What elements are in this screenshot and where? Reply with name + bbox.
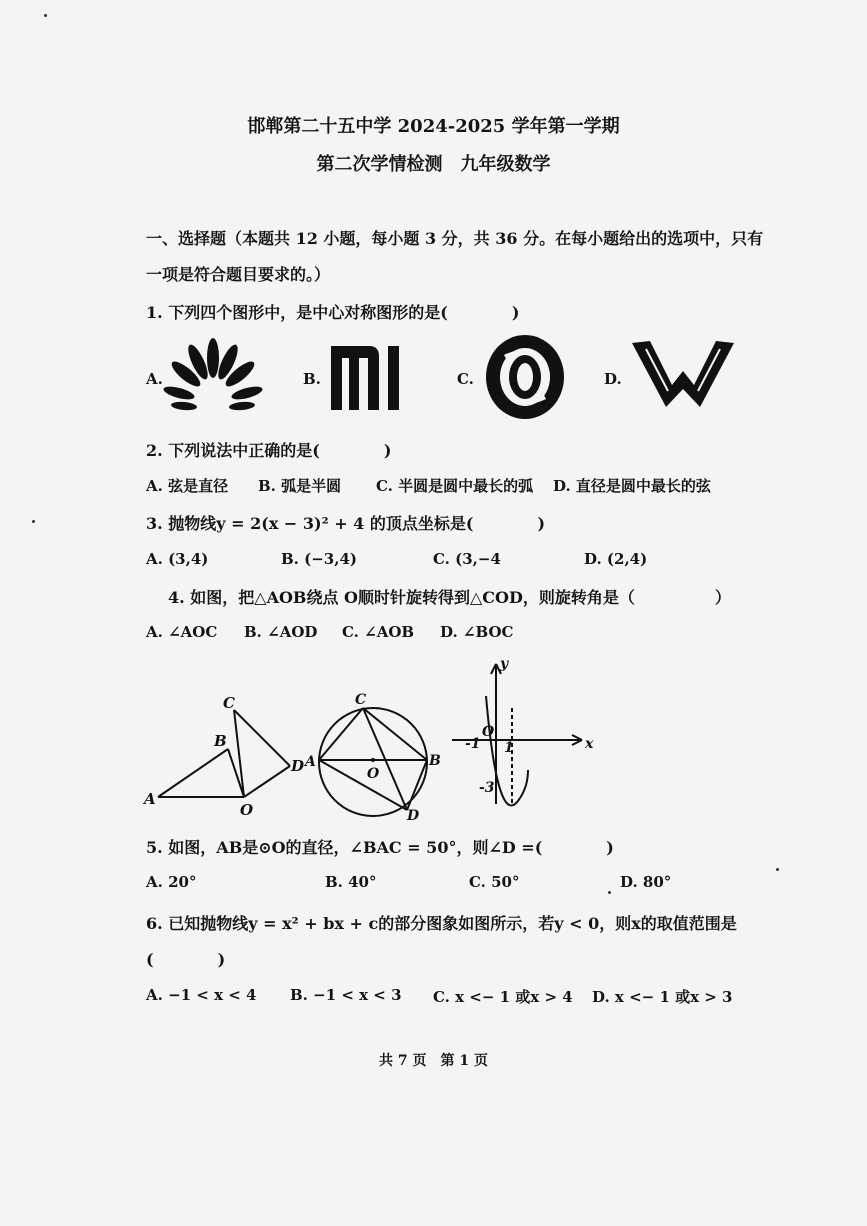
q4-label-a: A (144, 790, 156, 808)
q2-option-a: A. 弦是直径 (146, 477, 229, 495)
q4-option-a: A. ∠AOC (146, 623, 218, 641)
q6-option-d: D. x <− 1 或x > 3 (592, 988, 733, 1006)
exam-title-school: 邯郸第二十五中学 2024-2025 学年第一学期 (247, 116, 620, 137)
q5-option-b: B. 40° (325, 873, 377, 891)
q1-figure-d-w-logo (632, 341, 734, 409)
q3-option-d: D. (2,4) (584, 550, 648, 568)
q5-label-o: O (367, 766, 380, 782)
q4-label-o: O (240, 801, 254, 819)
q3-option-b: B. (−3,4) (281, 550, 357, 568)
q5-stem: 5. 如图，AB是⊙O的直径，∠BAC = 50°，则∠D =( ) (146, 838, 614, 857)
q1-label-d: D. (604, 370, 622, 388)
q5-label-a: A (305, 754, 316, 770)
q6-option-c: C. x <− 1 或x > 4 (433, 988, 573, 1006)
q5-chord-cb (363, 708, 427, 760)
q5-option-c: C. 50° (469, 873, 520, 891)
q5-circle-figure (305, 688, 445, 823)
q4-segment-cd (234, 710, 290, 766)
q6-stem: 6. 已知抛物线y = x² + bx + c的部分图象如图所示，若y < 0，则x的取值范围是 (146, 914, 737, 933)
q6-label-origin: O (482, 724, 495, 740)
q4-option-c: C. ∠AOB (342, 623, 415, 641)
q4-segment-od (244, 766, 290, 797)
scan-speck (776, 868, 779, 871)
q6-option-b: B. −1 < x < 3 (290, 986, 402, 1004)
q6-label-x: x (585, 736, 594, 752)
q4-label-d: D (291, 757, 305, 775)
q5-label-d: D (407, 808, 420, 824)
q6-label-y: y (500, 656, 509, 672)
q6-label-neg3: -3 (479, 780, 495, 796)
q2-option-d: D. 直径是圆中最长的弦 (553, 477, 711, 495)
q1-label-a: A. (146, 370, 163, 388)
page-footer: 共 7 页 第 1 页 (379, 1053, 488, 1069)
scan-speck (32, 520, 35, 523)
section-heading-cont: 一项是符合题目要求的。） (146, 265, 331, 284)
q5-chord-ad (319, 760, 407, 810)
q4-option-d: D. ∠BOC (440, 623, 514, 641)
q4-option-b: B. ∠AOD (244, 623, 318, 641)
exam-title-subject: 第二次学情检测 九年级数学 (316, 154, 551, 175)
q6-label-one: 1 (504, 740, 514, 756)
q5-label-b: B (429, 753, 441, 769)
q6-option-a: A. −1 < x < 4 (146, 986, 257, 1004)
q4-stem: 4. 如图，把△AOB绕点 O顺时针旋转得到△COD，则旋转角是（ ） (168, 588, 731, 607)
q4-label-b: B (214, 732, 227, 750)
q5-option-d: D. 80° (620, 873, 672, 891)
q4-rotation-figure (140, 690, 310, 820)
q6-label-neg1: -1 (465, 736, 481, 752)
q4-label-c: C (223, 694, 235, 712)
q2-option-b: B. 弧是半圆 (258, 477, 342, 495)
q6-parabola-figure (448, 656, 598, 811)
q3-stem: 3. 抛物线y = 2(x − 3)² + 4 的顶点坐标是( ) (146, 514, 546, 533)
q5-label-c: C (355, 692, 367, 708)
scan-speck (608, 891, 611, 894)
q1-label-b: B. (303, 370, 321, 388)
q1-label-c: C. (457, 370, 474, 388)
q2-option-c: C. 半圆是圆中最长的弧 (376, 477, 534, 495)
q3-option-c: C. (3,−4 (433, 550, 501, 568)
q1-figure-a-petal-logo (170, 338, 256, 416)
q6-stem-answer: ( ) (146, 950, 226, 969)
q1-stem: 1. 下列四个图形中，是中心对称图形的是( ) (146, 303, 520, 322)
section-heading: 一、选择题（本题共 12 小题，每小题 3 分，共 36 分。在每小题给出的选项中，只有 (146, 229, 764, 248)
q1-figure-b-mi-logo (331, 346, 401, 410)
q1-figure-c-ring-logo (484, 333, 566, 421)
q5-option-a: A. 20° (146, 873, 197, 891)
q5-chord-ac (319, 708, 363, 760)
q3-option-a: A. (3,4) (146, 550, 209, 568)
scan-speck (44, 14, 47, 17)
q2-stem: 2. 下列说法中正确的是( ) (146, 441, 392, 460)
q5-center-dot (371, 758, 375, 762)
q5-chord-bd (407, 760, 427, 810)
q4-segment-ab (158, 749, 228, 797)
